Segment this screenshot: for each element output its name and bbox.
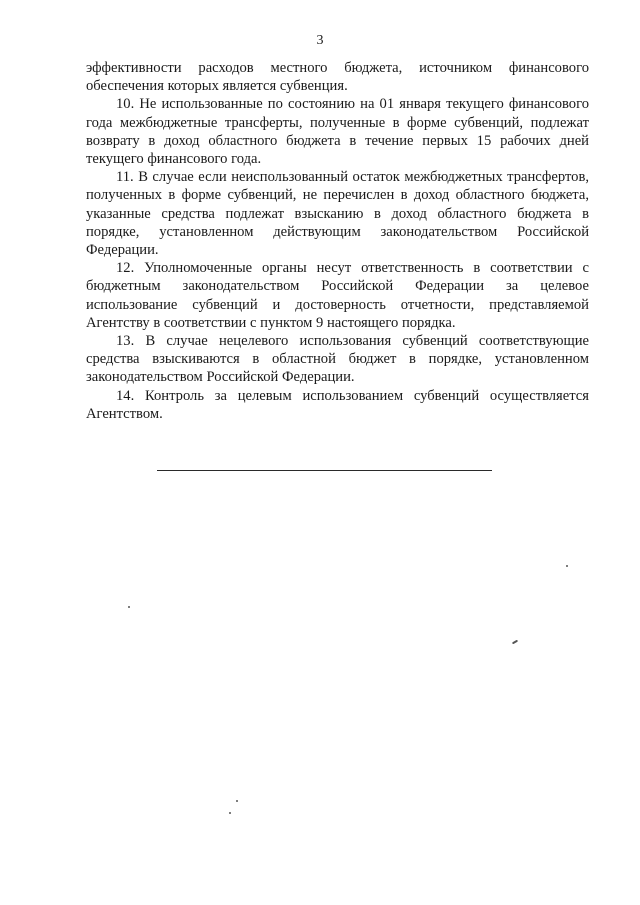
paragraph-13: 13. В случае нецелевого использования субвенций соответствующие средства взыскиваются в областной бюджет в порядке, установленном законодательством Российской Федерации. — [86, 333, 589, 386]
paragraph-11: 11. В случае если неиспользованный остаток межбюджетных трансфертов, полученных в форме субвенций, не перечислен в доход областного бюджета, указанные средства подлежат взысканию в доход областного бюджета в порядке, установленном действующим законодательством Российской Федерации. — [86, 169, 589, 259]
scan-speck — [512, 640, 518, 645]
scan-speck — [566, 565, 568, 567]
scan-speck — [128, 606, 130, 608]
scan-speck — [229, 812, 231, 814]
scan-speck — [236, 800, 238, 802]
paragraph-10: 10. Не использованные по состоянию на 01 января текущего финансового года межбюджетные трансферты, полученные в форме субвенций, подлежат возврату в доход областного бюджета в течение первых 15 рабочих дней текущего финансового года. — [86, 96, 589, 168]
paragraph-continuation: эффективности расходов местного бюджета, источником финансового обеспечения которых является субвенция. — [86, 60, 589, 95]
end-divider-line — [157, 470, 492, 471]
document-body — [86, 59, 589, 423]
paragraph-14: 14. Контроль за целевым использованием субвенций осуществляется Агентством. — [86, 387, 589, 422]
page-number: 3 — [316, 33, 324, 48]
paragraph-12: 12. Уполномоченные органы несут ответственность в соответствии с бюджетным законодательством Российской Федерации за целевое использование субвенций и достоверность отчетности, представляемой Агентству в соответствии с пунктом 9 настоящего порядка. — [86, 260, 589, 331]
